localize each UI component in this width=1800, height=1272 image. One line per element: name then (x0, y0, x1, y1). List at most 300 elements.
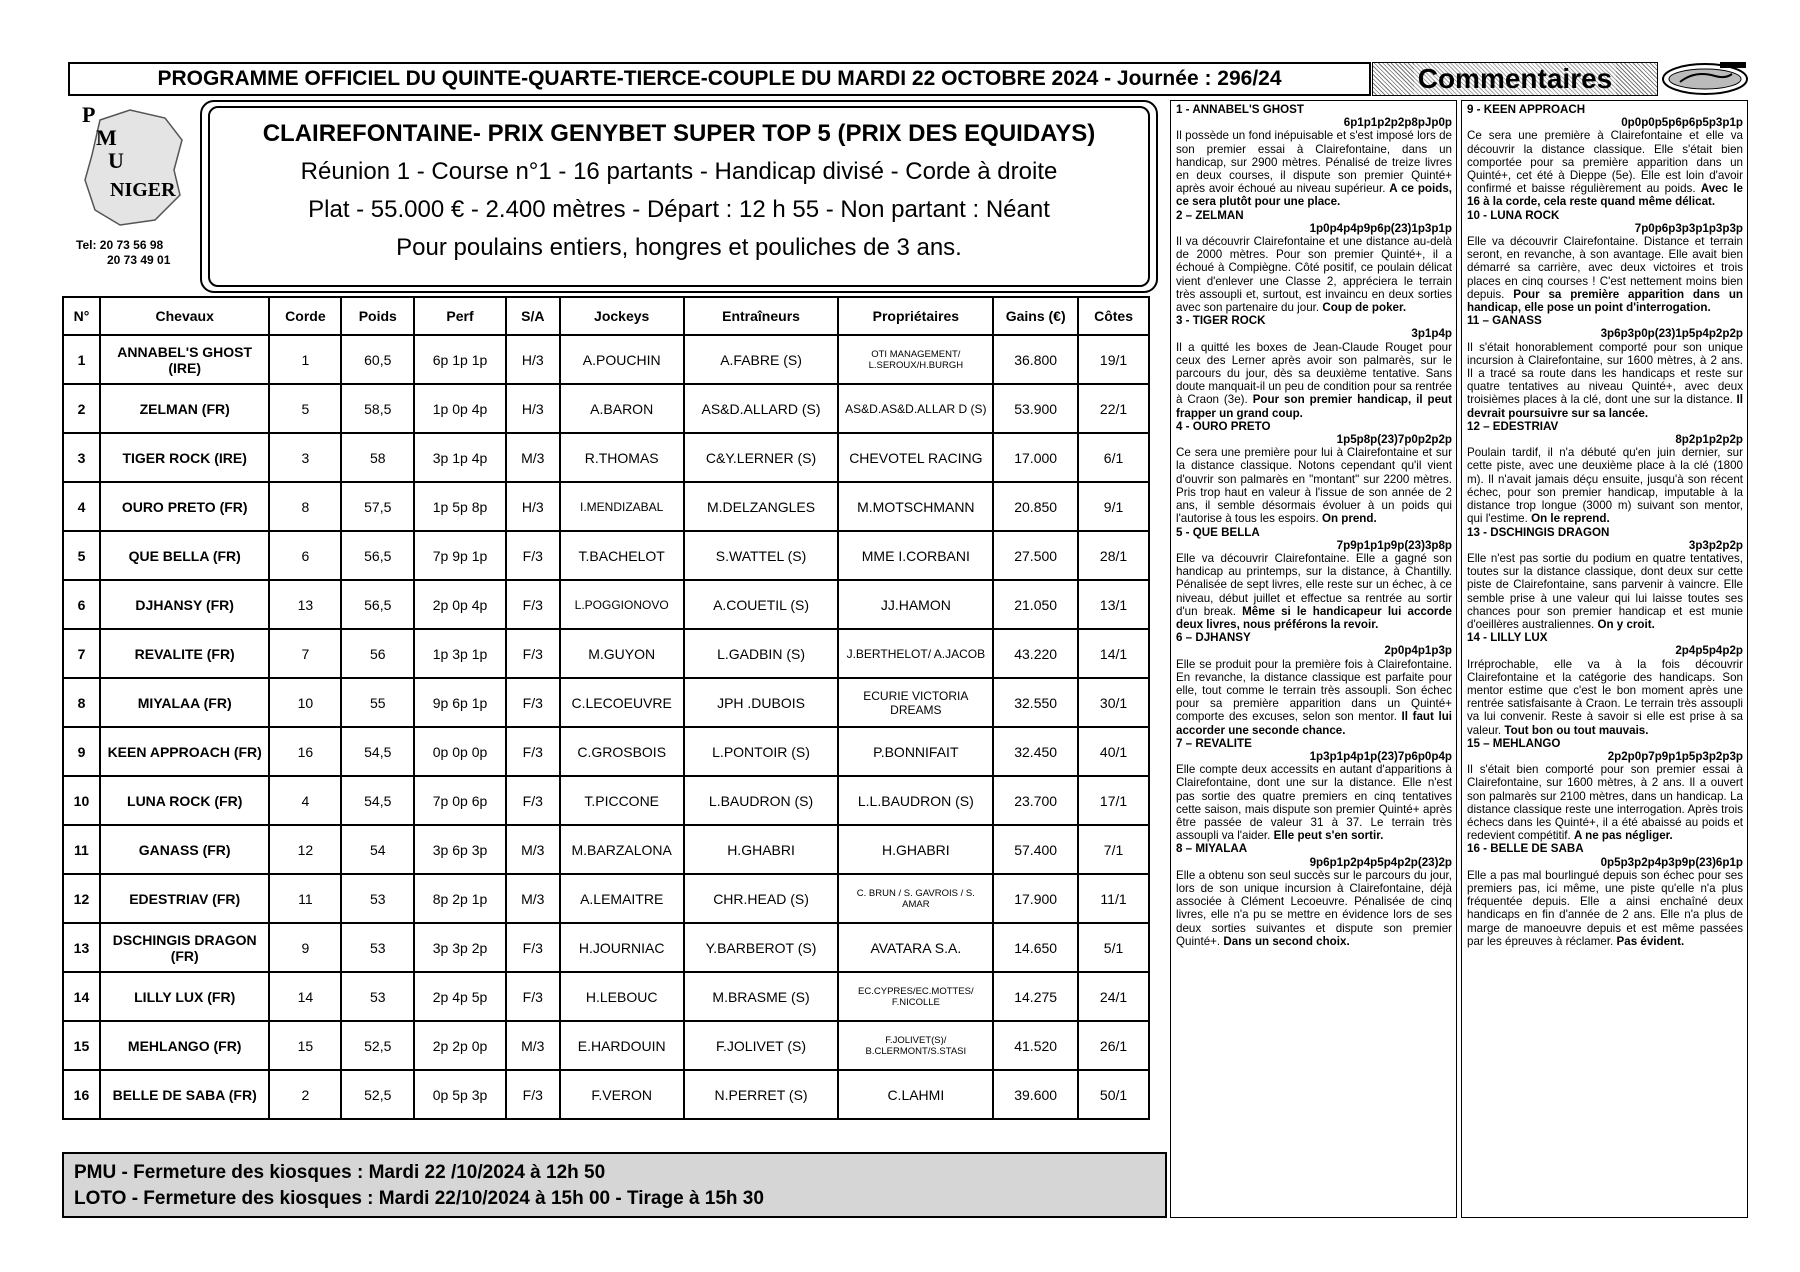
cell-odds: 11/1 (1078, 874, 1149, 923)
cell-odds: 22/1 (1078, 384, 1149, 433)
cell-number: 10 (63, 776, 100, 825)
comment-text (1176, 869, 1452, 948)
comment-verdict: A ce poids, ce sera plutôt pour une place. (1176, 182, 1452, 209)
comment-form: 8p2p1p2p2p (1675, 433, 1743, 447)
comment-body: Elle va découvrir Clairefontaine. Elle a gagné son handicap au printemps, sur la distance, à Chantilly. Pénalisée de sept livres, elle reste sur un échec, à ce niveau, début juillet et effectue sa rentrée au sortir d'un break. (1176, 551, 1452, 618)
column-header: N° (63, 297, 100, 335)
cell-owner: C. BRUN / S. GAVROIS / S. AMAR (838, 874, 993, 923)
cell-sex-age: F/3 (506, 531, 560, 580)
comment-verdict: Pas évident. (1616, 934, 1685, 948)
cell-horse: EDESTRIAV (FR) (100, 874, 270, 923)
cell-number: 5 (63, 531, 100, 580)
comment-item (1467, 103, 1743, 209)
comment-horse: 7 – REVALITE (1176, 736, 1252, 750)
comment-body: Poulain tardif, il n'a débuté qu'en juin dernier, sur cette piste, avec une deuxième place à la clé (1800 m). Il n'avait jamais déçu ensuite, jusqu'à son récent échec, pour son premier handicap, imputable à la distance trop longue (3000 m) suivant son mentor, qui l'estime. (1467, 446, 1743, 526)
cell-number: 16 (63, 1070, 100, 1119)
phone-1: Tel: 20 73 56 98 (76, 238, 164, 252)
comment-horse: 13 - DSCHINGIS DRAGON (1467, 525, 1610, 539)
cell-weight: 60,5 (341, 335, 414, 384)
comment-verdict: Avec le 16 à la corde, cela reste quand même délicat. (1467, 182, 1743, 209)
table-row (63, 335, 1149, 384)
cell-owner: M.MOTSCHMANN (838, 482, 993, 531)
cell-form: 1p 0p 4p (414, 384, 506, 433)
cell-number: 8 (63, 678, 100, 727)
comment-item (1176, 420, 1452, 526)
cell-form: 0p 5p 3p (414, 1070, 506, 1119)
comment-text (1176, 552, 1452, 631)
cell-weight: 54,5 (341, 776, 414, 825)
comment-body: Il va découvrir Clairefontaine et une distance au-delà de 2000 mètres. Pour son premier Quinté+, il a échoué à Compiègne. Côté positif, ce poulain délicat vient d'enlever une Classe 2, appréciera le terrain très assoupli et, surtout, est invaincu en deux sorties avec son partenaire du jour. (1176, 235, 1452, 315)
comment-body: Ce sera une première à Clairefontaine et elle va découvrir la distance classique. Elle s'était bien comportée pour sa première apparition dans un Quinté+, cet été à Dieppe (5e). Elle est loin d'avoir confirmé et baisse régulièrement au poids. (1467, 129, 1743, 196)
comment-text (1176, 446, 1452, 525)
cell-earnings: 36.800 (993, 335, 1078, 384)
cell-draw: 4 (269, 776, 341, 825)
cell-number: 7 (63, 629, 100, 678)
comment-verdict: On prend. (1321, 512, 1377, 526)
column-header: Chevaux (100, 297, 270, 335)
cell-earnings: 17.000 (993, 433, 1078, 482)
cell-owner: EC.CYPRES/EC.MOTTES/ F.NICOLLE (838, 972, 993, 1021)
comment-verdict: Coup de poker. (1322, 301, 1407, 315)
cell-earnings: 21.050 (993, 580, 1078, 629)
comment-form: 0p5p3p2p4p3p9p(23)6p1p (1600, 855, 1743, 869)
cell-jockey: F.VERON (560, 1070, 684, 1119)
comment-item (1467, 209, 1743, 315)
cell-horse: DSCHINGIS DRAGON (FR) (100, 923, 270, 972)
cell-horse: DJHANSY (FR) (100, 580, 270, 629)
cell-form: 2p 0p 4p (414, 580, 506, 629)
comment-verdict: Tout bon ou tout mauvais. (1504, 723, 1649, 737)
race-line-1: Réunion 1 - Course n°1 - 16 partants - Handicap divisé - Corde à droite (300, 158, 1058, 185)
table-row (63, 1021, 1149, 1070)
cell-sex-age: F/3 (506, 972, 560, 1021)
comment-text (1467, 763, 1743, 842)
cell-draw: 15 (269, 1021, 341, 1070)
comment-text (1176, 235, 1452, 314)
cell-sex-age: M/3 (506, 433, 560, 482)
cell-draw: 9 (269, 923, 341, 972)
cell-weight: 53 (341, 923, 414, 972)
comment-item (1467, 526, 1743, 632)
comment-horse: 12 – EDESTRIAV (1467, 419, 1559, 433)
svg-text:P: P (82, 102, 96, 127)
cell-horse: GANASS (FR) (100, 825, 270, 874)
comment-form: 6p1p1p2p2p8pJp0p (1343, 116, 1452, 130)
cell-odds: 30/1 (1078, 678, 1149, 727)
cell-jockey: H.JOURNIAC (560, 923, 684, 972)
svg-text:U: U (108, 148, 124, 173)
cell-odds: 50/1 (1078, 1070, 1149, 1119)
cell-jockey: T.BACHELOT (560, 531, 684, 580)
cell-odds: 13/1 (1078, 580, 1149, 629)
cell-owner: C.LAHMI (838, 1070, 993, 1119)
cell-trainer: Y.BARBEROT (S) (684, 923, 839, 972)
cell-trainer: L.PONTOIR (S) (684, 727, 839, 776)
cell-jockey: H.LEBOUC (560, 972, 684, 1021)
cell-number: 13 (63, 923, 100, 972)
cell-horse: LILLY LUX (FR) (100, 972, 270, 1021)
cell-jockey: A.BARON (560, 384, 684, 433)
table-row (63, 874, 1149, 923)
cell-horse: TIGER ROCK (IRE) (100, 433, 270, 482)
cell-sex-age: F/3 (506, 727, 560, 776)
footer-pmu: PMU - Fermeture des kiosques : Mardi 22 /10/2024 à 12h 50 (74, 1162, 606, 1183)
cell-number: 1 (63, 335, 100, 384)
cell-sex-age: H/3 (506, 384, 560, 433)
cell-draw: 8 (269, 482, 341, 531)
cell-weight: 52,5 (341, 1021, 414, 1070)
table-row (63, 482, 1149, 531)
comment-body: Elle a obtenu son seul succès sur le parcours du jour, lors de son unique incursion à Clairefontaine, déjà associée à Clément Lecoeuvre. Pénalisée de cinq livres, elle n'a pu se mettre en évidence lors de ses deux sorties suivantes et dispute son premier Quinté+. (1176, 868, 1452, 948)
cell-odds: 28/1 (1078, 531, 1149, 580)
comment-item (1467, 314, 1743, 420)
comment-body: Ce sera une première pour lui à Clairefontaine et sur la distance classique. Notons cependant qu'il vient d'ouvrir son palmarès en "montant" sur 2200 mètres. Pris trop haut en valeur à l'issue de son année de 2 ans, il semble désormais évoluer à un poids qui l'autorise à tous les espoirs. (1176, 446, 1452, 526)
table-row (63, 531, 1149, 580)
cell-jockey: E.HARDOUIN (560, 1021, 684, 1070)
cell-horse: KEEN APPROACH (FR) (100, 727, 270, 776)
cell-earnings: 53.900 (993, 384, 1078, 433)
column-header: Poids (341, 297, 414, 335)
column-header: Gains (€) (993, 297, 1078, 335)
table-row (63, 776, 1149, 825)
table-header-row (63, 297, 1149, 335)
cell-owner: OTI MANAGEMENT/ L.SEROUX/H.BURGH (838, 335, 993, 384)
cell-trainer: F.JOLIVET (S) (684, 1021, 839, 1070)
comment-form: 9p6p1p2p4p5p4p2p(23)2p (1309, 855, 1452, 869)
table-row (63, 825, 1149, 874)
comment-horse: 3 - TIGER ROCK (1176, 314, 1266, 328)
cell-owner: AS&D.AS&D.ALLAR D (S) (838, 384, 993, 433)
cell-weight: 54,5 (341, 727, 414, 776)
cell-draw: 12 (269, 825, 341, 874)
comment-verdict: Il devrait poursuivre sur sa lancée. (1467, 393, 1743, 420)
phone-2: 20 73 49 01 (107, 253, 171, 267)
comment-body: Il s'était bien comporté pour son premier essai à Clairefontaine, sur 1600 mètres, à 2 ans. Il a ouvert son palmarès sur 2100 mètres, dans un handicap. La distance classique reste une interrogation. Après trois échecs dans les Quinté+, il a été abaissé au poids et redevient compétitif. (1467, 763, 1743, 843)
cell-trainer: N.PERRET (S) (684, 1070, 839, 1119)
comment-body: Elle va découvrir Clairefontaine. Distance et terrain seront, en revanche, à son avantage. Elle avait bien démarré sa carrière, avec deux victoires et trois places en cinq courses ! C'est nettement moins bien depuis. (1467, 235, 1743, 301)
cell-jockey: M.BARZALONA (560, 825, 684, 874)
comment-form: 3p3p2p2p (1688, 538, 1743, 552)
comment-text (1467, 869, 1743, 948)
comment-form: 1p0p4p4p9p6p(23)1p3p1p (1309, 221, 1452, 235)
comment-body: Elle n'est pas sortie du podium en quatre tentatives, toutes sur la distance classique, dont deux sur cette piste de Clairefontaine, sans parvenir à vaincre. Elle semble prise à une valeur qui lui laisse toutes ses chances pour son premier handicap et est munie d'oeillères australiennes. (1467, 551, 1743, 631)
table-row (63, 384, 1149, 433)
column-header: Propriétaires (838, 297, 993, 335)
cell-form: 1p 5p 8p (414, 482, 506, 531)
cell-odds: 24/1 (1078, 972, 1149, 1021)
comment-form: 3p6p3p0p(23)1p5p4p2p2p (1600, 327, 1743, 341)
cell-sex-age: F/3 (506, 580, 560, 629)
comment-item (1467, 737, 1743, 843)
cell-weight: 57,5 (341, 482, 414, 531)
cell-horse: ZELMAN (FR) (100, 384, 270, 433)
cell-odds: 5/1 (1078, 923, 1149, 972)
table-row (63, 629, 1149, 678)
cell-weight: 56,5 (341, 531, 414, 580)
cell-weight: 54 (341, 825, 414, 874)
banner-text: PROGRAMME OFFICIEL DU QUINTE-QUARTE-TIERCE-COUPLE DU MARDI 22 OCTOBRE 2024 - Journée : 296/24 (157, 67, 1282, 90)
comment-verdict: Pour sa première apparition dans un handicap, elle pose un point d'interrogation. (1467, 287, 1743, 315)
cell-form: 0p 0p 0p (414, 727, 506, 776)
comment-horse: 4 - OURO PRETO (1176, 419, 1271, 433)
comment-verdict: A ne pas négliger. (1573, 829, 1673, 843)
cell-weight: 56,5 (341, 580, 414, 629)
svg-text:M: M (96, 125, 117, 150)
comment-text (1467, 552, 1743, 631)
column-header: Perf (414, 297, 506, 335)
cell-owner: J.BERTHELOT/ A.JACOB (838, 629, 993, 678)
runners-table (62, 296, 1150, 1120)
table-row (63, 923, 1149, 972)
cell-number: 3 (63, 433, 100, 482)
cell-odds: 7/1 (1078, 825, 1149, 874)
comment-text (1176, 341, 1452, 420)
race-title: CLAIREFONTAINE- PRIX GENYBET SUPER TOP 5 (PRIX DES EQUIDAYS) (262, 120, 1096, 147)
comment-text (1176, 763, 1452, 842)
cell-horse: ANNABEL'S GHOST (IRE) (100, 335, 270, 384)
comment-horse: 9 - KEEN APPROACH (1467, 103, 1586, 116)
cell-form: 3p 3p 2p (414, 923, 506, 972)
cell-number: 15 (63, 1021, 100, 1070)
cell-form: 1p 3p 1p (414, 629, 506, 678)
comment-verdict: On le reprend. (1531, 512, 1610, 526)
cell-trainer: A.FABRE (S) (684, 335, 839, 384)
cell-horse: LUNA ROCK (FR) (100, 776, 270, 825)
cell-sex-age: M/3 (506, 825, 560, 874)
table-row (63, 433, 1149, 482)
cell-sex-age: H/3 (506, 482, 560, 531)
cell-number: 2 (63, 384, 100, 433)
comment-body: Elle compte deux accessits en autant d'apparitions à Clairefontaine, dont une sur la distance. Elle n'est pas sortie des quatre premiers en cinq tentatives cette saison, mais dispute son premier Quinté+ après être passée de valeur 31 à 37. Le terrain très assoupli va l'aider. (1176, 763, 1452, 843)
cell-weight: 52,5 (341, 1070, 414, 1119)
cell-weight: 53 (341, 874, 414, 923)
cell-earnings: 14.650 (993, 923, 1078, 972)
cell-owner: P.BONNIFAIT (838, 727, 993, 776)
cell-draw: 2 (269, 1070, 341, 1119)
table-row (63, 972, 1149, 1021)
comment-horse: 8 – MIYALAA (1176, 842, 1248, 856)
program-banner (68, 62, 1371, 96)
footer-loto: LOTO - Fermeture des kiosques : Mardi 22/10/2024 à 15h 00 - Tirage à 15h 30 (74, 1188, 764, 1209)
comment-body: Il s'était honorablement comporté pour son unique incursion à Clairefontaine, sur 1600 mètres, à 2 ans. Il a tracé sa route dans les handicaps et reste sur quatre tentatives au niveau Quinté+, avec deux troisièmes places à la clé, dont une sur la distance. (1467, 340, 1743, 407)
cell-owner: F.JOLIVET(S)/ B.CLERMONT/S.STASI (838, 1021, 993, 1070)
cell-weight: 55 (341, 678, 414, 727)
column-header: S/A (506, 297, 560, 335)
cell-sex-age: F/3 (506, 923, 560, 972)
cell-sex-age: F/3 (506, 629, 560, 678)
cell-number: 14 (63, 972, 100, 1021)
column-header: Côtes (1078, 297, 1149, 335)
cell-odds: 9/1 (1078, 482, 1149, 531)
comment-form: 2p2p0p7p9p1p5p3p2p3p (1607, 749, 1743, 763)
cell-earnings: 32.550 (993, 678, 1078, 727)
cell-jockey: L.POGGIONOVO (560, 580, 684, 629)
cell-form: 2p 4p 5p (414, 972, 506, 1021)
comment-text (1176, 658, 1452, 737)
comment-form: 7p0p6p3p3p1p3p3p (1634, 221, 1743, 235)
table-row (63, 1070, 1149, 1119)
cell-draw: 1 (269, 335, 341, 384)
race-line-2: Plat - 55.000 € - 2.400 mètres - Départ : 12 h 55 - Non partant : Néant (308, 196, 1050, 223)
cell-form: 6p 1p 1p (414, 335, 506, 384)
column-header: Corde (269, 297, 341, 335)
comment-horse: 10 - LUNA ROCK (1467, 208, 1560, 222)
cell-owner: L.L.BAUDRON (S) (838, 776, 993, 825)
comment-item (1176, 737, 1452, 843)
comment-item (1467, 631, 1743, 737)
svg-text:NIGER: NIGER (110, 179, 176, 201)
closing-times-footer (62, 1152, 1167, 1218)
cell-jockey: I.MENDIZABAL (560, 482, 684, 531)
cell-sex-age: F/3 (506, 678, 560, 727)
cell-odds: 14/1 (1078, 629, 1149, 678)
comment-item (1467, 420, 1743, 526)
comment-verdict: Elle peut s'en sortir. (1273, 829, 1384, 843)
cell-earnings: 39.600 (993, 1070, 1078, 1119)
comment-form: 0p0p0p5p6p6p5p3p1p (1621, 116, 1743, 130)
cell-trainer: A.COUETIL (S) (684, 580, 839, 629)
comment-horse: 2 – ZELMAN (1176, 208, 1244, 222)
comment-item (1176, 314, 1452, 420)
cell-odds: 26/1 (1078, 1021, 1149, 1070)
comment-horse: 14 - LILLY LUX (1467, 631, 1548, 645)
comment-horse: 16 - BELLE DE SABA (1467, 842, 1584, 856)
comment-item (1176, 631, 1452, 737)
comment-item (1176, 209, 1452, 315)
cell-draw: 14 (269, 972, 341, 1021)
cell-horse: MEHLANGO (FR) (100, 1021, 270, 1070)
comment-body: Elle a pas mal bourlingué depuis son échec pour ses premiers pas, ici même, une piste qu'elle n'a plus fréquentée depuis. Elle a ainsi enchaîné deux handicaps en fin d'année de 2 ans. Elle n'a plus de marge de manoeuvre depuis et est même passées par les épreuves à réclamer. (1467, 868, 1743, 948)
cell-odds: 40/1 (1078, 727, 1149, 776)
cell-weight: 58 (341, 433, 414, 482)
cell-number: 9 (63, 727, 100, 776)
cell-sex-age: F/3 (506, 1070, 560, 1119)
comments-column-1 (1170, 100, 1457, 1218)
race-line-3: Pour poulains entiers, hongres et pouliches de 3 ans. (396, 234, 962, 261)
cell-trainer: H.GHABRI (684, 825, 839, 874)
cell-sex-age: F/3 (506, 776, 560, 825)
cell-horse: QUE BELLA (FR) (100, 531, 270, 580)
comment-horse: 6 – DJHANSY (1176, 631, 1251, 645)
comment-verdict: Même si le handicapeur lui accorde deux livres, nous préférons la revoir. (1176, 604, 1452, 631)
cell-jockey: C.LECOEUVRE (560, 678, 684, 727)
table-row (63, 580, 1149, 629)
cell-odds: 6/1 (1078, 433, 1149, 482)
pmu-niger-logo (70, 100, 190, 235)
cell-earnings: 57.400 (993, 825, 1078, 874)
cell-draw: 10 (269, 678, 341, 727)
cell-horse: REVALITE (FR) (100, 629, 270, 678)
cell-earnings: 17.900 (993, 874, 1078, 923)
cell-trainer: M.DELZANGLES (684, 482, 839, 531)
cell-draw: 11 (269, 874, 341, 923)
comments-header (1372, 62, 1658, 96)
comment-text (1467, 129, 1743, 208)
cell-jockey: C.GROSBOIS (560, 727, 684, 776)
cell-earnings: 41.520 (993, 1021, 1078, 1070)
comment-verdict: Pour son premier handicap, il peut frapper un grand coup. (1176, 393, 1452, 420)
cell-odds: 17/1 (1078, 776, 1149, 825)
table-row (63, 727, 1149, 776)
comment-horse: 5 - QUE BELLA (1176, 525, 1260, 539)
comment-form: 2p0p4p1p3p (1384, 644, 1452, 658)
race-info-box (208, 106, 1150, 287)
column-header: Jockeys (560, 297, 684, 335)
cell-owner: H.GHABRI (838, 825, 993, 874)
comments-column-2 (1461, 100, 1748, 1218)
cell-horse: OURO PRETO (FR) (100, 482, 270, 531)
cell-weight: 58,5 (341, 384, 414, 433)
cell-earnings: 14.275 (993, 972, 1078, 1021)
cell-form: 2p 2p 0p (414, 1021, 506, 1070)
comment-form: 1p5p8p(23)7p0p2p2p (1336, 433, 1452, 447)
cell-form: 3p 6p 3p (414, 825, 506, 874)
cell-trainer: S.WATTEL (S) (684, 531, 839, 580)
cell-earnings: 27.500 (993, 531, 1078, 580)
cell-owner: CHEVOTEL RACING (838, 433, 993, 482)
comment-form: 7p9p1p1p9p(23)3p8p (1336, 538, 1452, 552)
comment-verdict: On y croit. (1597, 617, 1655, 631)
pmu-oval-logo-icon (1660, 60, 1750, 98)
cell-number: 12 (63, 874, 100, 923)
cell-odds: 19/1 (1078, 335, 1149, 384)
cell-draw: 3 (269, 433, 341, 482)
cell-jockey: T.PICCONE (560, 776, 684, 825)
column-header: Entraîneurs (684, 297, 839, 335)
comment-text (1467, 446, 1743, 525)
cell-horse: BELLE DE SABA (FR) (100, 1070, 270, 1119)
cell-form: 7p 0p 6p (414, 776, 506, 825)
cell-number: 4 (63, 482, 100, 531)
cell-trainer: M.BRASME (S) (684, 972, 839, 1021)
cell-sex-age: M/3 (506, 874, 560, 923)
cell-earnings: 43.220 (993, 629, 1078, 678)
cell-draw: 13 (269, 580, 341, 629)
comment-text (1467, 658, 1743, 737)
comment-form: 2p4p5p4p2p (1675, 644, 1743, 658)
cell-weight: 56 (341, 629, 414, 678)
table-row (63, 678, 1149, 727)
comment-horse: 1 - ANNABEL'S GHOST (1176, 103, 1304, 116)
cell-jockey: R.THOMAS (560, 433, 684, 482)
cell-form: 9p 6p 1p (414, 678, 506, 727)
cell-owner: MME I.CORBANI (838, 531, 993, 580)
comment-verdict: Il faut lui accorder une seconde chance. (1176, 710, 1452, 737)
cell-jockey: A.POUCHIN (560, 335, 684, 384)
cell-draw: 6 (269, 531, 341, 580)
comment-text (1467, 235, 1743, 314)
comment-item (1176, 526, 1452, 632)
comment-verdict: Dans un second choix. (1223, 934, 1350, 948)
comment-body: Elle se produit pour la première fois à Clairefontaine. En revanche, la distance classique est parfaite pour elle, tout comme le terrain très assoupli. Son échec pour sa première apparition dans un Quinté+ comporte des excuses, selon son mentor. (1176, 657, 1452, 724)
cell-sex-age: M/3 (506, 1021, 560, 1070)
cell-draw: 5 (269, 384, 341, 433)
comment-item (1467, 842, 1743, 948)
cell-draw: 7 (269, 629, 341, 678)
comment-horse: 11 – GANASS (1467, 314, 1542, 328)
table-body (63, 335, 1149, 1119)
cell-owner: ECURIE VICTORIA DREAMS (838, 678, 993, 727)
cell-trainer: CHR.HEAD (S) (684, 874, 839, 923)
cell-form: 7p 9p 1p (414, 531, 506, 580)
cell-horse: MIYALAA (FR) (100, 678, 270, 727)
cell-earnings: 32.450 (993, 727, 1078, 776)
cell-jockey: A.LEMAITRE (560, 874, 684, 923)
comment-form: 3p1p4p (1411, 327, 1452, 341)
cell-trainer: C&Y.LERNER (S) (684, 433, 839, 482)
cell-draw: 16 (269, 727, 341, 776)
comment-form: 1p3p1p4p1p(23)7p6p0p4p (1309, 749, 1452, 763)
